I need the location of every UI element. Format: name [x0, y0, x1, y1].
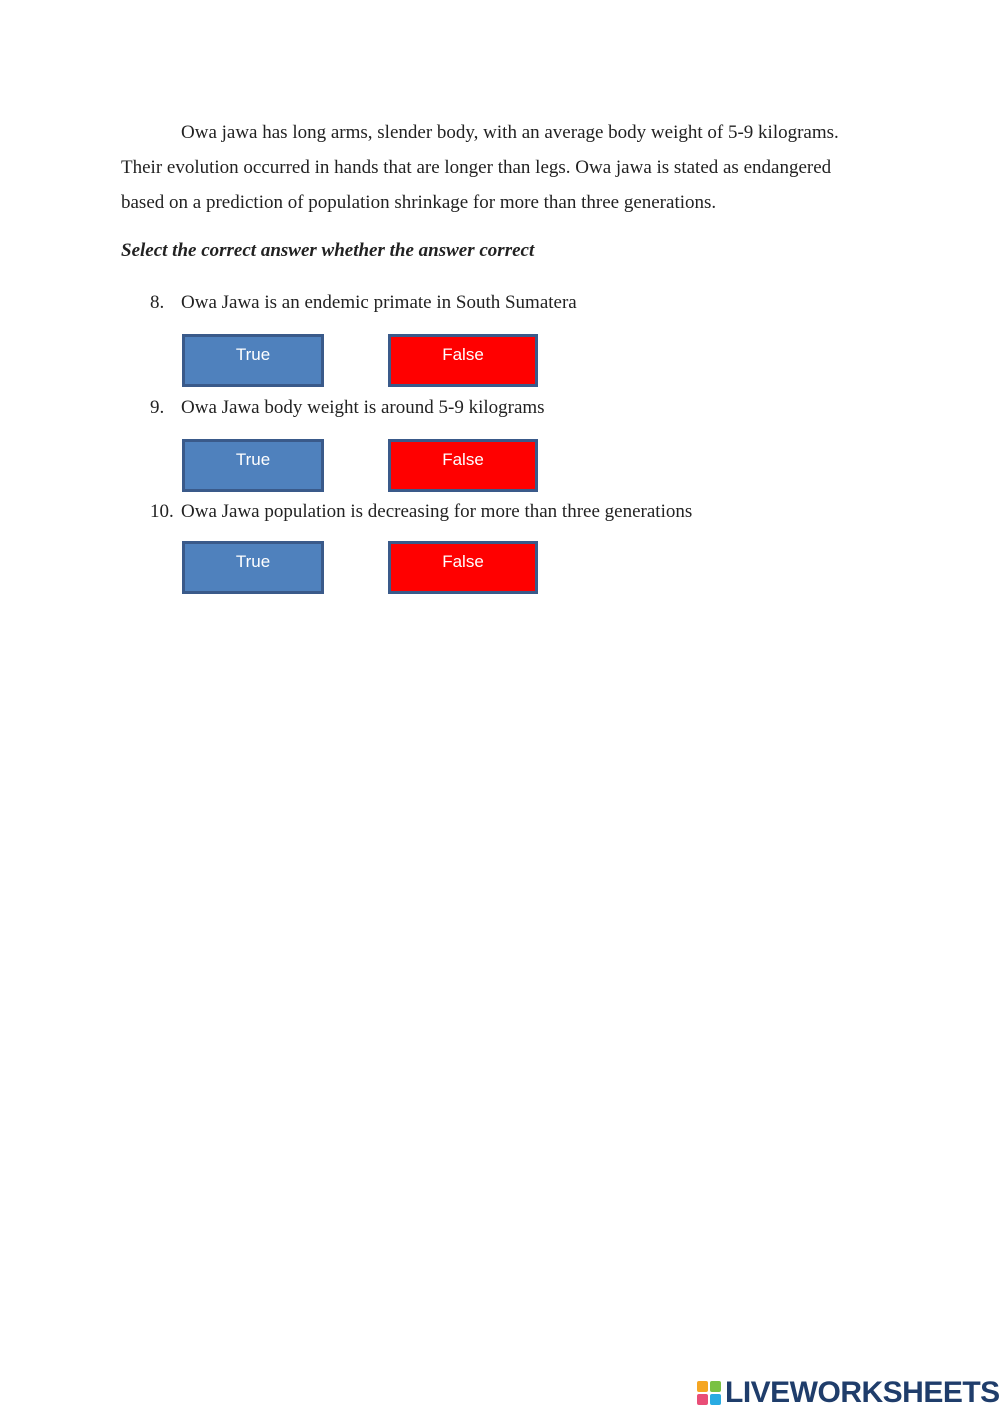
false-button-q9[interactable]: False [388, 439, 538, 492]
question-8 [150, 292, 577, 314]
passage-line: Their evolution occurred in hands that are longer than legs. Owa jawa is stated as endangered [121, 157, 832, 178]
logo-text: LIVEWORKSHEETS [725, 1376, 1000, 1409]
question-text: Owa Jawa is an endemic primate in South Sumatera [181, 292, 577, 313]
logo-icon [697, 1381, 721, 1405]
question-text: Owa Jawa body weight is around 5-9 kilograms [181, 397, 545, 418]
question-number: 9. [150, 397, 165, 418]
false-button-q8[interactable]: False [388, 334, 538, 387]
reading-passage [121, 115, 891, 220]
passage-line: based on a prediction of population shrinkage for more than three generations. [121, 192, 717, 213]
true-button-q9[interactable]: True [182, 439, 324, 492]
passage-line: Owa jawa has long arms, slender body, with an average body weight of 5-9 kilograms. [181, 122, 839, 143]
instruction-heading: Select the correct answer whether the answer correct [121, 240, 535, 261]
question-10 [150, 501, 692, 523]
true-button-q10[interactable]: True [182, 541, 324, 594]
false-button-q10[interactable]: False [388, 541, 538, 594]
question-9 [150, 397, 545, 419]
true-button-q8[interactable]: True [182, 334, 324, 387]
question-text: Owa Jawa population is decreasing for more than three generations [181, 501, 693, 522]
question-number: 8. [150, 292, 165, 313]
liveworksheets-logo [697, 1376, 1000, 1410]
question-number: 10. [150, 501, 174, 522]
